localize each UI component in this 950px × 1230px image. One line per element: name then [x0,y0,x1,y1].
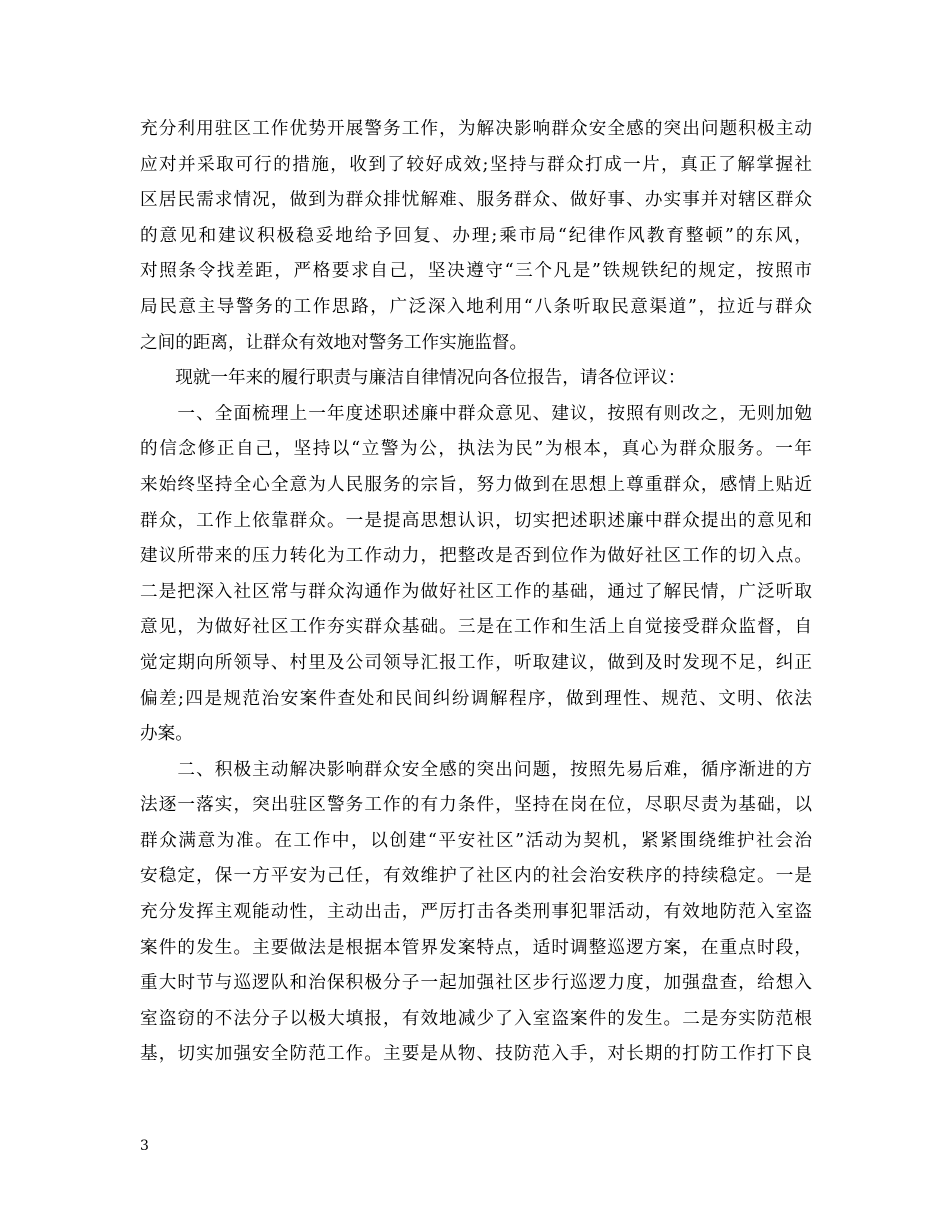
text-line: 法逐一落实，突出驻区警务工作的有力条件，坚持在岗在位，尽职尽责为基础，以 [140,795,812,816]
text-line: 一、全面梳理上一年度述职述廉中群众意见、建议，按照有则改之，无则加勉 [140,403,812,424]
text-line: 偏差;四是规范治安案件查处和民间纠纷调解程序，做到理性、规范、文明、依法 [140,688,812,709]
text-line: 之间的距离，让群众有效地对警务工作实施监督。 [140,332,528,353]
text-line: 来始终坚持全心全意为人民服务的宗旨，努力做到在思想上尊重群众，感情上贴近 [140,474,812,495]
text-line: 的意见和建议积极稳妥地给予回复、办理;乘市局“纪律作风教育整顿”的东风， [140,225,812,246]
text-line: 充分利用驻区工作优势开展警务工作，为解决影响群众安全感的突出问题积极主动 [140,119,812,139]
text-line: 觉定期向所领导、村里及公司领导汇报工作，听取建议，做到及时发现不足，纠正 [140,652,812,673]
text-line: 基，切实加强安全防范工作。主要是从物、技防范入手，对长期的打防工作打下良 [140,1044,812,1065]
text-line: 重大时节与巡逻队和治保积极分子一起加强社区步行巡逻力度，加强盘查，给想入 [140,973,812,994]
text-line: 安稳定，保一方平安为己任，有效维护了社区内的社会治安秩序的持续稳定。一是 [140,866,812,887]
text-line: 二、积极主动解决影响群众安全感的突出问题，按照先易后难，循序渐进的方 [140,759,812,780]
text-line: 群众，工作上依靠群众。一是提高思想认识，切实把述职述廉中群众提出的意见和 [140,510,812,531]
text-line: 群众满意为准。在工作中，以创建“平安社区”活动为契机，紧紧围绕维护社会治 [140,830,812,851]
text-line: 对照条令找差距，严格要求自己，坚决遵守“三个凡是”铁规铁纪的规定，按照市 [140,261,812,282]
page-number: 3 [140,1138,149,1154]
text-line: 意见，为做好社区工作夯实群众基础。三是在工作和生活上自觉接受群众监督，自 [140,617,812,638]
text-line: 办案。 [140,724,193,745]
text-line: 二是把深入社区常与群众沟通作为做好社区工作的基础，通过了解民情，广泛听取 [140,581,812,602]
body-text [140,112,812,1073]
text-line: 区居民需求情况，做到为群众排忧解难、服务群众、做好事、办实事并对辖区群众 [140,190,812,211]
text-line: 案件的发生。主要做法是根据本管界发案特点，适时调整巡逻方案，在重点时段， [140,937,812,958]
text-line: 局民意主导警务的工作思路，广泛深入地利用“八条听取民意渠道”，拉近与群众 [140,296,812,317]
text-line: 充分发挥主观能动性，主动出击，严厉打击各类刑事犯罪活动，有效地防范入室盗 [140,902,812,923]
text-line: 的信念修正自己，坚持以“立警为公，执法为民”为根本，真心为群众服务。一年 [140,439,812,460]
text-line: 现就一年来的履行职责与廉洁自律情况向各位报告，请各位评议： [140,368,686,389]
text-line: 建议所带来的压力转化为工作动力，把整改是否到位作为做好社区工作的切入点。 [140,546,812,567]
text-line: 室盗窃的不法分子以极大填报，有效地减少了入室盗案件的发生。二是夯实防范根 [140,1008,812,1029]
text-line: 应对并采取可行的措施，收到了较好成效;坚持与群众打成一片，真正了解掌握社 [140,154,812,175]
